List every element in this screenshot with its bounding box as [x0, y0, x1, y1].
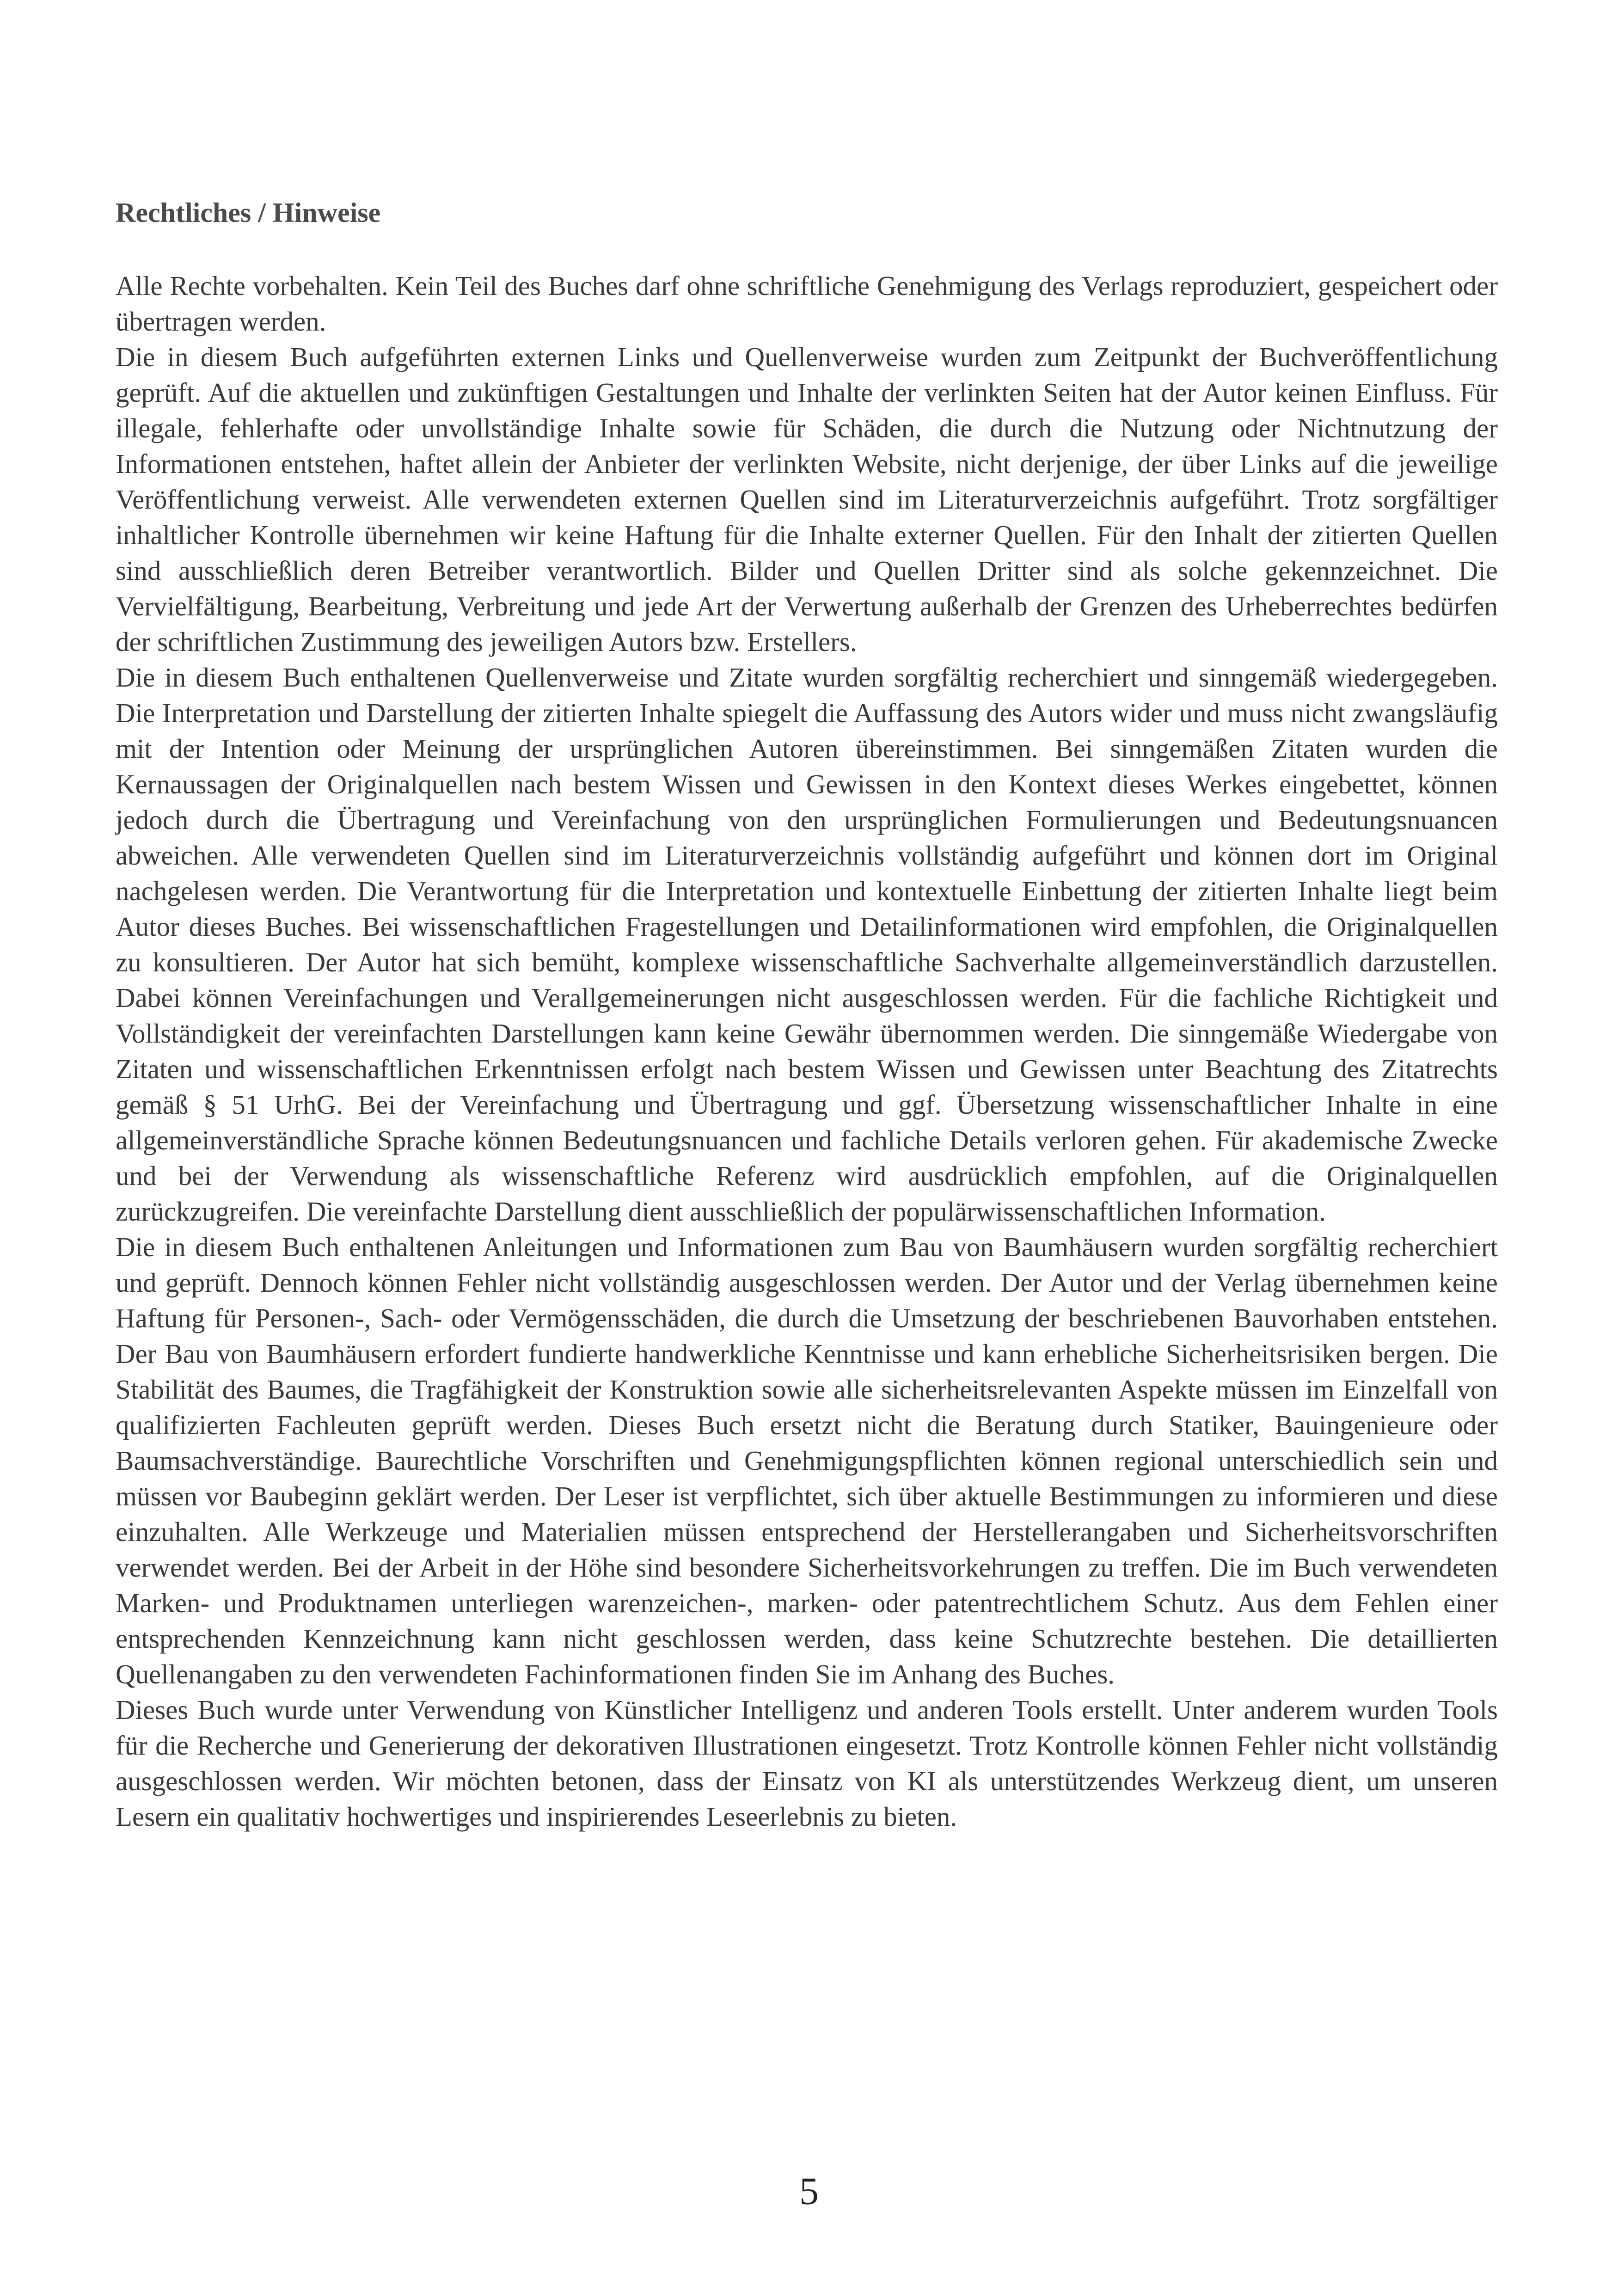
legal-notice-page	[116, 194, 1498, 1835]
page-number: 5	[799, 2170, 819, 2213]
paragraph-treehouse-disclaimer: Die in diesem Buch enthaltenen Anleitungen und Informationen zum Bau von Baumhäusern wurden sorgfältig recherchiert und geprüft. Dennoch können Fehler nicht vollständig ausgeschlossen werden. Der Autor und der Verlag übernehmen keine Haftung für Personen-, Sach- oder Vermögensschäden, die durch die Umsetzung der beschriebenen Bauvorhaben entstehen. Der Bau von Baumhäusern erfordert fundierte handwerkliche Kenntnisse und kann erhebliche Sicherheitsrisiken bergen. Die Stabilität des Baumes, die Tragfähigkeit der Konstruktion sowie alle sicherheitsrelevanten Aspekte müssen im Einzelfall von qualifizierten Fachleuten geprüft werden. Dieses Buch ersetzt nicht die Beratung durch Statiker, Bauingenieure oder Baumsachverständige. Baurechtliche Vorschriften und Genehmigungspflichten können regional unterschiedlich sein und müssen vor Baubeginn geklärt werden. Der Leser ist verpflichtet, sich über aktuelle Bestimmungen zu informieren und diese einzuhalten. Alle Werkzeuge und Materialien müssen entsprechend der Herstellerangaben und Sicherheitsvorschriften verwendet werden. Bei der Arbeit in der Höhe sind besondere Sicherheitsvorkehrungen zu treffen. Die im Buch verwendeten Marken- und Produktnamen unterliegen warenzeichen-, marken- oder patentrechtlichem Schutz. Aus dem Fehlen einer entsprechenden Kennzeichnung kann nicht geschlossen werden, dass keine Schutzrechte bestehen. Die detaillierten Quellenangaben zu den verwendeten Fachinformationen finden Sie im Anhang des Buches.	[116, 1232, 1498, 1689]
paragraph-rights: Alle Rechte vorbehalten. Kein Teil des Buches darf ohne schriftliche Genehmigung des Verlags reproduziert, gespeichert oder übertragen werden.	[116, 270, 1498, 337]
paragraph-citations: Die in diesem Buch enthaltenen Quellenverweise und Zitate wurden sorgfältig recherchiert und sinngemäß wiedergegeben. Die Interpretation und Darstellung der zitierten Inhalte spiegelt die Auffassung des Autors wider und muss nicht zwangsläufig mit der Intention oder Meinung der ursprünglichen Autoren übereinstimmen. Bei sinngemäßen Zitaten wurden die Kernaussagen der Originalquellen nach bestem Wissen und Gewissen in den Kontext dieses Werkes eingebettet, können jedoch durch die Übertragung und Vereinfachung von den ursprünglichen Formulierungen und Bedeutungsnuancen abweichen. Alle verwendeten Quellen sind im Literaturverzeichnis vollständig aufgeführt und können dort im Original nachgelesen werden. Die Verantwortung für die Interpretation und kontextuelle Einbettung der zitierten Inhalte liegt beim Autor dieses Buches. Bei wissenschaftlichen Fragestellungen und Detailinformationen wird empfohlen, die Originalquellen zu konsultieren. Der Autor hat sich bemüht, komplexe wissenschaftliche Sachverhalte allgemeinverständlich darzustellen. Dabei können Vereinfachungen und Verallgemeinerungen nicht ausgeschlossen werden. Für die fachliche Richtigkeit und Vollständigkeit der vereinfachten Darstellungen kann keine Gewähr übernommen werden. Die sinngemäße Wiedergabe von Zitaten und wissenschaftlichen Erkenntnissen erfolgt nach bestem Wissen und Gewissen unter Beachtung des Zitatrechts gemäß § 51 UrhG. Bei der Vereinfachung und Übertragung und ggf. Übersetzung wissenschaftlicher Inhalte in eine allgemeinverständliche Sprache können Bedeutungsnuancen und fachliche Details verloren gehen. Für akademische Zwecke und bei der Verwendung als wissenschaftliche Referenz wird ausdrücklich empfohlen, auf die Originalquellen zurückzugreifen. Die vereinfachte Darstellung dient ausschließlich der populärwissenschaftlichen Information.	[116, 662, 1498, 1227]
paragraph-external-links: Die in diesem Buch aufgeführten externen Links und Quellenverweise wurden zum Zeitpunkt der Buchveröffentlichung geprüft. Auf die aktuellen und zukünftigen Gestaltungen und Inhalte der verlinkten Seiten hat der Autor keinen Einfluss. Für illegale, fehlerhafte oder unvollständige Inhalte sowie für Schäden, die durch die Nutzung oder Nichtnutzung der Informationen entstehen, haftet allein der Anbieter der verlinkten Website, nicht derjenige, der über Links auf die jeweilige Veröffentlichung verweist. Alle verwendeten externen Quellen sind im Literaturverzeichnis aufgeführt. Trotz sorgfältiger inhaltlicher Kontrolle übernehmen wir keine Haftung für die Inhalte externer Quellen. Für den Inhalt der zitierten Quellen sind ausschließlich deren Betreiber verantwortlich. Bilder und Quellen Dritter sind als solche gekennzeichnet. Die Vervielfältigung, Bearbeitung, Verbreitung und jede Art der Verwertung außerhalb der Grenzen des Urheberrechtes bedürfen der schriftlichen Zustimmung des jeweiligen Autors bzw. Erstellers.	[116, 342, 1498, 657]
page-title: Rechtliches / Hinweise	[116, 197, 381, 228]
paragraph-ai-usage: Dieses Buch wurde unter Verwendung von Künstlicher Intelligenz und anderen Tools erstellt. Unter anderem wurden Tools für die Recherche und Generierung der dekorativen Illustrationen eingesetzt. Trotz Kontrolle können Fehler nicht vollständig ausgeschlossen werden. Wir möchten betonen, dass der Einsatz von KI als unterstützendes Werkzeug dient, um unseren Lesern ein qualitativ hochwertiges und inspirierendes Leseerlebnis zu bieten.	[116, 1694, 1498, 1832]
